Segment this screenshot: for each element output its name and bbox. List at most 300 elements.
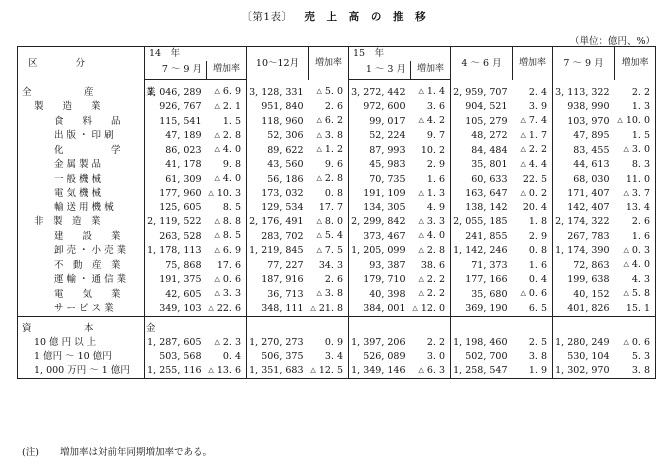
growth-header-5: 増加率	[615, 47, 656, 80]
negative-mark: △	[412, 303, 418, 312]
growth-rate	[207, 143, 247, 158]
growth-rate	[411, 201, 451, 215]
growth-value: 2. 2	[528, 144, 547, 155]
growth-rate	[615, 229, 656, 244]
sales-value: 241, 855	[451, 229, 513, 244]
growth-rate	[309, 172, 349, 187]
growth-value: 1. 5	[222, 115, 241, 127]
negative-mark: △	[208, 303, 214, 312]
negative-mark: △	[623, 188, 629, 197]
table-row	[18, 273, 656, 288]
growth-value: 15. 1	[625, 303, 650, 314]
growth-rate	[309, 364, 349, 379]
growth-value: 8. 8	[222, 215, 241, 227]
growth-rate	[615, 187, 656, 202]
growth-rate	[207, 244, 247, 259]
negative-mark: △	[214, 216, 220, 225]
growth-rate	[411, 215, 451, 230]
row-label: 1, 000 万円 ～ 1 億円	[34, 365, 130, 376]
growth-rate	[411, 302, 451, 317]
period-header-5: 7 ～ 9 月	[553, 47, 615, 80]
growth-rate	[207, 187, 247, 202]
sales-value: 348, 111	[247, 302, 309, 317]
negative-mark: △	[214, 174, 220, 182]
growth-value: 0. 6	[222, 273, 241, 285]
negative-mark: △	[316, 116, 322, 124]
period-header-4: 4 ～ 6 月	[451, 47, 513, 80]
footnote-text: 増加率は対前年同期増加率である。	[59, 447, 212, 458]
growth-rate	[411, 114, 451, 129]
negative-mark: △	[208, 188, 214, 197]
sales-value: 71, 373	[451, 258, 513, 273]
growth-rate	[513, 287, 553, 302]
sales-value: 42, 605	[145, 287, 207, 302]
row-label: 運 輸 ・ 通 信 業	[54, 274, 127, 285]
growth-rate	[513, 129, 553, 144]
growth-rate	[411, 364, 451, 379]
growth-value: 1. 4	[426, 86, 445, 97]
growth-value: 3. 7	[631, 187, 650, 199]
growth-rate	[615, 273, 656, 288]
sales-value: 35, 680	[451, 287, 513, 302]
growth-rate	[309, 129, 349, 144]
growth-value: 2. 6	[324, 101, 343, 112]
table-row	[18, 100, 656, 115]
sales-value: 56, 186	[247, 172, 309, 187]
growth-rate	[411, 258, 451, 273]
sales-value: 369, 190	[451, 302, 513, 317]
negative-mark: △	[214, 130, 220, 139]
growth-rate	[615, 215, 656, 230]
sales-value: 44, 613	[553, 158, 615, 173]
sales-value: 87, 993	[349, 143, 411, 158]
sales-value: 61, 309	[145, 172, 207, 187]
negative-mark: △	[418, 245, 424, 254]
footnote-label: (注)	[22, 447, 39, 458]
growth-rate	[513, 258, 553, 273]
negative-mark: △	[316, 216, 322, 225]
sales-value: 93, 387	[349, 258, 411, 273]
growth-value: 0. 2	[528, 187, 547, 199]
negative-mark: △	[214, 87, 220, 95]
growth-rate	[411, 244, 451, 259]
growth-value: 4. 0	[426, 230, 445, 241]
growth-value: 5. 4	[324, 230, 343, 241]
growth-value: 9. 6	[324, 159, 343, 170]
table-row	[18, 114, 656, 129]
growth-rate	[615, 85, 656, 100]
growth-value: 0. 4	[528, 274, 547, 285]
sales-value: 60, 633	[451, 172, 513, 187]
negative-mark: △	[418, 289, 424, 297]
negative-mark: △	[214, 101, 220, 110]
sales-value: 41, 178	[145, 158, 207, 173]
growth-rate	[513, 85, 553, 100]
growth-value: 7. 4	[528, 115, 547, 126]
growth-rate	[309, 201, 349, 215]
growth-value: 4. 0	[222, 173, 241, 184]
sales-table	[17, 46, 656, 379]
negative-mark: △	[418, 365, 424, 374]
growth-value: 4. 0	[631, 259, 650, 270]
row-label: 1 億円 ～ 10 億円	[34, 351, 112, 362]
row-label: 食 料 品	[54, 115, 121, 127]
negative-mark: △	[316, 130, 322, 139]
sales-value: 142, 407	[553, 201, 615, 215]
growth-rate	[513, 172, 553, 187]
growth-value: 12. 5	[318, 364, 343, 376]
sales-value: 373, 467	[349, 229, 411, 244]
growth-rate	[513, 302, 553, 317]
sales-value: 526, 089	[349, 350, 411, 364]
growth-value: 4. 4	[528, 158, 547, 170]
row-label: 非 製 造 業	[34, 216, 101, 227]
table-row	[18, 201, 656, 215]
growth-rate	[207, 158, 247, 173]
growth-rate	[615, 114, 656, 129]
period-header-2: 10～12月	[247, 47, 309, 80]
growth-rate	[207, 336, 247, 351]
sales-value: 72, 863	[553, 258, 615, 273]
growth-value: 1. 5	[631, 130, 650, 141]
sales-value: 263, 528	[145, 229, 207, 244]
negative-mark: △	[316, 145, 322, 153]
growth-rate	[615, 287, 656, 302]
growth-rate	[309, 302, 349, 317]
growth-value: 9. 8	[222, 159, 241, 170]
sales-value: 45, 983	[349, 158, 411, 173]
period-range-3: 1 ～ 3 月	[349, 61, 411, 80]
growth-value: 4. 0	[222, 144, 241, 155]
growth-rate	[309, 258, 349, 273]
row-label: 不 動 産 業	[54, 259, 121, 271]
growth-value: 4. 3	[631, 274, 650, 285]
sales-value: 77, 227	[247, 258, 309, 273]
growth-rate	[513, 336, 553, 351]
sales-value: 177, 166	[451, 273, 513, 288]
row-label: 電 気 機 械	[54, 188, 102, 199]
table-row	[18, 350, 656, 364]
negative-mark: △	[310, 303, 316, 312]
period-header-3: 15 年	[349, 47, 451, 61]
growth-rate	[309, 287, 349, 302]
growth-value: 6. 2	[324, 115, 343, 126]
negative-mark: △	[214, 337, 220, 346]
negative-mark: △	[520, 145, 526, 153]
unit-label: （単位：億円、%）	[569, 36, 655, 47]
growth-value: 7. 5	[324, 244, 343, 256]
growth-value: 2. 2	[426, 288, 445, 299]
growth-value: 6. 3	[426, 364, 445, 376]
sales-value: 1, 280, 249	[553, 336, 615, 351]
growth-value: 2. 6	[324, 274, 343, 285]
growth-rate	[615, 100, 656, 115]
growth-value: 1. 6	[528, 259, 547, 271]
table-row	[18, 172, 656, 187]
growth-rate	[513, 229, 553, 244]
growth-rate	[513, 114, 553, 129]
table-row	[18, 85, 656, 100]
growth-value: 17. 6	[216, 259, 241, 271]
growth-rate	[207, 85, 247, 100]
negative-mark: △	[520, 289, 526, 297]
growth-rate	[615, 143, 656, 158]
table-row	[18, 187, 656, 202]
sales-value: 70, 735	[349, 172, 411, 187]
sales-value: 187, 916	[247, 273, 309, 288]
growth-value: 6. 9	[222, 86, 241, 97]
growth-value: 38. 6	[420, 259, 445, 271]
negative-mark: △	[214, 289, 220, 297]
negative-mark: △	[623, 337, 629, 346]
sales-value: 349, 103	[145, 302, 207, 317]
growth-value: 2. 8	[222, 129, 241, 141]
growth-value: 21. 8	[318, 302, 343, 314]
sales-value: 36, 713	[247, 287, 309, 302]
growth-rate	[309, 187, 349, 202]
growth-value: 1. 3	[631, 101, 650, 112]
growth-rate	[411, 129, 451, 144]
growth-value: 1. 6	[426, 173, 445, 185]
table-row	[18, 258, 656, 273]
growth-rate	[615, 201, 656, 215]
sales-value: 105, 279	[451, 114, 513, 129]
negative-mark: △	[208, 365, 214, 374]
negative-mark: △	[316, 87, 322, 95]
capital-header-row	[18, 322, 656, 336]
growth-value: 0. 9	[324, 337, 343, 348]
growth-value: 1. 6	[631, 230, 650, 242]
sales-value: 2, 959, 707	[451, 85, 513, 100]
growth-value: 5. 8	[631, 288, 650, 299]
sales-value: 40, 152	[553, 287, 615, 302]
growth-value: 3. 0	[631, 144, 650, 155]
negative-mark: △	[617, 116, 623, 124]
sales-value: 1, 255, 116	[145, 364, 207, 379]
growth-rate	[411, 350, 451, 364]
growth-value: 0. 4	[222, 351, 241, 362]
negative-mark: △	[316, 174, 322, 182]
sales-value: 48, 272	[451, 129, 513, 144]
growth-header-3: 増加率	[411, 61, 451, 80]
row-label: 出 版 ・ 印 刷	[54, 130, 114, 141]
negative-mark: △	[418, 116, 424, 124]
sales-value: 83, 455	[553, 143, 615, 158]
negative-mark: △	[623, 289, 629, 297]
row-label: 電 気 業	[54, 288, 121, 300]
negative-mark: △	[316, 231, 322, 239]
table-row	[18, 244, 656, 259]
growth-rate	[615, 336, 656, 351]
sales-value: 951, 840	[247, 100, 309, 115]
sales-value: 1, 270, 273	[247, 336, 309, 351]
growth-value: 34. 3	[318, 259, 343, 271]
growth-value: 10. 2	[420, 144, 445, 156]
growth-value: 8. 3	[631, 159, 650, 170]
growth-value: 13. 6	[216, 364, 241, 376]
negative-mark: △	[520, 130, 526, 139]
negative-mark: △	[214, 231, 220, 239]
growth-value: 5. 3	[631, 351, 650, 362]
row-label: 輸 送 用 機 械	[54, 202, 114, 213]
growth-rate	[309, 158, 349, 173]
growth-rate	[411, 287, 451, 302]
growth-rate	[513, 215, 553, 230]
growth-value: 1. 2	[324, 144, 343, 155]
row-label: サ ー ビ ス 業	[54, 303, 114, 314]
growth-value: 0. 3	[631, 244, 650, 256]
growth-rate	[309, 114, 349, 129]
sales-value: 1, 198, 460	[451, 336, 513, 351]
growth-rate	[207, 215, 247, 230]
growth-value: 9. 7	[426, 130, 445, 141]
growth-value: 2. 2	[631, 86, 650, 98]
growth-rate	[309, 273, 349, 288]
sales-value: 3, 113, 322	[553, 85, 615, 100]
growth-rate	[207, 172, 247, 187]
sales-value: 1, 205, 099	[349, 244, 411, 259]
sales-value: 1, 219, 845	[247, 244, 309, 259]
sales-value: 129, 534	[247, 201, 309, 215]
sales-value: 84, 484	[451, 143, 513, 158]
table-row	[18, 229, 656, 244]
table-row	[18, 215, 656, 230]
row-label: 化 学	[54, 144, 121, 156]
row-label: 製 造 業	[34, 101, 101, 112]
growth-value: 17. 7	[318, 202, 343, 213]
growth-rate	[615, 258, 656, 273]
growth-rate	[207, 114, 247, 129]
growth-value: 3. 8	[631, 365, 650, 376]
growth-value: 3. 8	[324, 129, 343, 141]
growth-rate	[513, 143, 553, 158]
sales-value: 75, 868	[145, 258, 207, 273]
growth-rate	[207, 273, 247, 288]
growth-value: 8. 5	[222, 202, 241, 213]
growth-value: 22. 5	[522, 173, 547, 185]
negative-mark: △	[623, 245, 629, 254]
table-row	[18, 302, 656, 317]
sales-value: 1, 287, 605	[145, 336, 207, 351]
row-label: 一 般 機 械	[54, 173, 102, 185]
growth-rate	[411, 187, 451, 202]
negative-mark: △	[623, 260, 629, 268]
growth-header-1: 増加率	[207, 61, 247, 80]
sales-value: 103, 970	[553, 114, 615, 129]
growth-rate	[207, 229, 247, 244]
growth-value: 0. 8	[528, 245, 547, 256]
growth-value: 0. 8	[324, 188, 343, 199]
growth-rate	[411, 85, 451, 100]
growth-rate	[207, 350, 247, 364]
sales-value: 52, 224	[349, 129, 411, 144]
growth-rate	[309, 85, 349, 100]
sales-value: 938, 990	[553, 100, 615, 115]
negative-mark: △	[418, 231, 424, 239]
growth-value: 2. 2	[426, 273, 445, 285]
sales-value: 118, 960	[247, 114, 309, 129]
growth-rate	[207, 201, 247, 215]
sales-value: 179, 710	[349, 273, 411, 288]
negative-mark: △	[418, 274, 424, 283]
growth-header-2: 増加率	[309, 47, 349, 80]
sales-value: 506, 375	[247, 350, 309, 364]
growth-value: 22. 6	[216, 302, 241, 314]
growth-rate	[411, 229, 451, 244]
growth-rate	[513, 201, 553, 215]
growth-value: 2. 6	[631, 216, 650, 227]
sales-value: 138, 142	[451, 201, 513, 215]
growth-value: 3. 8	[324, 288, 343, 299]
sales-value: 52, 306	[247, 129, 309, 144]
growth-rate	[615, 129, 656, 144]
sales-value: 199, 638	[553, 273, 615, 288]
negative-mark: △	[310, 365, 316, 374]
sales-value: 2, 176, 491	[247, 215, 309, 230]
sales-value: 3, 128, 331	[247, 85, 309, 100]
sales-value: 134, 305	[349, 201, 411, 215]
table-row	[18, 158, 656, 173]
sales-value: 384, 001	[349, 302, 411, 317]
sales-value: 177, 960	[145, 187, 207, 202]
negative-mark: △	[316, 289, 322, 297]
growth-rate	[615, 244, 656, 259]
growth-rate	[615, 172, 656, 187]
sales-value: 972, 600	[349, 100, 411, 115]
growth-rate	[513, 100, 553, 115]
sales-value: 1, 349, 146	[349, 364, 411, 379]
growth-rate	[309, 336, 349, 351]
growth-rate	[513, 273, 553, 288]
growth-value: 3. 3	[426, 215, 445, 227]
growth-value: 8. 5	[222, 230, 241, 241]
growth-value: 1. 7	[528, 129, 547, 141]
growth-value: 2. 8	[324, 173, 343, 184]
growth-value: 1. 9	[528, 365, 547, 376]
growth-header-4: 増加率	[513, 47, 553, 80]
growth-value: 6. 9	[222, 244, 241, 256]
sales-value: 1, 174, 390	[553, 244, 615, 259]
growth-value: 10. 3	[216, 187, 241, 199]
row-label: 全 産 業	[22, 86, 162, 98]
growth-value: 2. 2	[426, 337, 445, 348]
sales-value: 1, 178, 113	[145, 244, 207, 259]
growth-rate	[411, 336, 451, 351]
sales-value: 86, 023	[145, 143, 207, 158]
negative-mark: △	[418, 216, 424, 225]
growth-rate	[411, 273, 451, 288]
row-label: 金 属 製 品	[54, 159, 102, 170]
sales-value: 191, 109	[349, 187, 411, 202]
negative-mark: △	[520, 188, 526, 197]
growth-value: 2. 9	[528, 230, 547, 242]
growth-rate	[411, 158, 451, 173]
growth-value: 3. 9	[528, 101, 547, 112]
growth-rate	[615, 364, 656, 379]
growth-value: 0. 6	[528, 288, 547, 299]
sales-value: 68, 030	[553, 172, 615, 187]
growth-value: 2. 3	[222, 336, 241, 348]
table-row	[18, 336, 656, 351]
table-row	[18, 364, 656, 379]
growth-value: 8. 0	[324, 215, 343, 227]
growth-rate	[309, 244, 349, 259]
period-header-1: 14 年	[145, 47, 247, 61]
sales-value: 926, 767	[145, 100, 207, 115]
growth-value: 1. 8	[528, 216, 547, 227]
growth-value: 1. 3	[426, 187, 445, 199]
growth-value: 3. 8	[528, 351, 547, 362]
